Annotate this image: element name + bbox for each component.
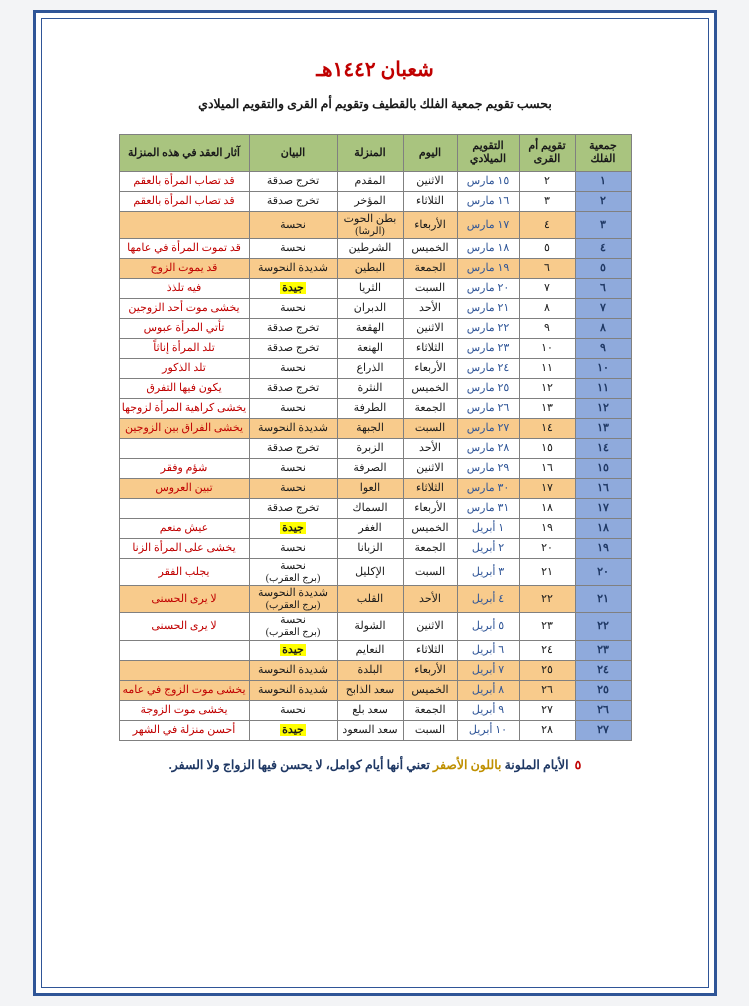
cell-manzila: سعد بلع bbox=[337, 700, 403, 720]
cell-umm-alqura: ٢٥ bbox=[519, 660, 575, 680]
cell-bayan: جيدة bbox=[249, 640, 337, 660]
cell-fajr: ٣ bbox=[575, 212, 631, 239]
table-row bbox=[119, 439, 631, 459]
cell-day: الاثنين bbox=[403, 613, 457, 640]
footnote-text-1: الأيام الملونة bbox=[501, 757, 569, 772]
cell-effects: شؤم وفقر bbox=[119, 459, 249, 479]
cell-bayan: نحسة (برج العقرب) bbox=[249, 559, 337, 586]
cell-bayan: جيدة bbox=[249, 720, 337, 740]
cell-manzila: البلدة bbox=[337, 660, 403, 680]
cell-fajr: ٢٤ bbox=[575, 660, 631, 680]
table-row bbox=[119, 192, 631, 212]
cell-effects: تبين العروس bbox=[119, 479, 249, 499]
cell-bayan: نحسة bbox=[249, 459, 337, 479]
cell-effects bbox=[119, 660, 249, 680]
cell-umm-alqura: ٥ bbox=[519, 239, 575, 259]
calendar-table bbox=[119, 134, 632, 741]
cell-gregorian: ٥ أبريل bbox=[457, 613, 519, 640]
cell-umm-alqura: ١٠ bbox=[519, 339, 575, 359]
cell-gregorian: ٨ أبريل bbox=[457, 680, 519, 700]
table-row bbox=[119, 660, 631, 680]
cell-bayan: تخرج صدقة bbox=[249, 192, 337, 212]
cell-manzila: سعد الذابح bbox=[337, 680, 403, 700]
table-row bbox=[119, 279, 631, 299]
cell-bayan: نحسة bbox=[249, 700, 337, 720]
cell-gregorian: ٤ أبريل bbox=[457, 586, 519, 613]
cell-manzila: الدبران bbox=[337, 299, 403, 319]
table-row bbox=[119, 479, 631, 499]
cell-effects: يخشى موت الزوجة bbox=[119, 700, 249, 720]
cell-effects: قد تصاب المرأة بالعقم bbox=[119, 192, 249, 212]
cell-fajr: ٤ bbox=[575, 239, 631, 259]
cell-gregorian: ٢٦ مارس bbox=[457, 399, 519, 419]
cell-manzila: الشولة bbox=[337, 613, 403, 640]
cell-day: السبت bbox=[403, 720, 457, 740]
cell-day: الخميس bbox=[403, 239, 457, 259]
cell-day: الأربعاء bbox=[403, 212, 457, 239]
cell-fajr: ١١ bbox=[575, 379, 631, 399]
cell-umm-alqura: ٢٤ bbox=[519, 640, 575, 660]
cell-umm-alqura: ٦ bbox=[519, 259, 575, 279]
table-row bbox=[119, 399, 631, 419]
cell-day: الجمعة bbox=[403, 700, 457, 720]
cell-gregorian: ١ أبريل bbox=[457, 519, 519, 539]
cell-gregorian: ٦ أبريل bbox=[457, 640, 519, 660]
cell-gregorian: ٢٣ مارس bbox=[457, 339, 519, 359]
table-body bbox=[119, 172, 631, 741]
cell-fajr: ٢٠ bbox=[575, 559, 631, 586]
cell-gregorian: ٢٠ مارس bbox=[457, 279, 519, 299]
footnote bbox=[42, 757, 708, 773]
cell-effects: عيش منعم bbox=[119, 519, 249, 539]
cell-fajr: ٢ bbox=[575, 192, 631, 212]
cell-umm-alqura: ٢١ bbox=[519, 559, 575, 586]
cell-gregorian: ٢٩ مارس bbox=[457, 459, 519, 479]
page-outer-border bbox=[33, 10, 717, 996]
cell-umm-alqura: ١٣ bbox=[519, 399, 575, 419]
cell-gregorian: ٢٤ مارس bbox=[457, 359, 519, 379]
cell-day: الأحد bbox=[403, 439, 457, 459]
cell-day: الأربعاء bbox=[403, 499, 457, 519]
cell-umm-alqura: ٢٠ bbox=[519, 539, 575, 559]
header-fajr-society: جمعية الفلك bbox=[575, 135, 631, 172]
table-row bbox=[119, 559, 631, 586]
cell-day: الأربعاء bbox=[403, 660, 457, 680]
cell-effects: تلد الذكور bbox=[119, 359, 249, 379]
cell-effects: لا يرى الحسنى bbox=[119, 586, 249, 613]
table-row bbox=[119, 239, 631, 259]
cell-umm-alqura: ١٢ bbox=[519, 379, 575, 399]
cell-gregorian: ٣١ مارس bbox=[457, 499, 519, 519]
table-header-row bbox=[119, 135, 631, 172]
cell-effects: لا يرى الحسنى bbox=[119, 613, 249, 640]
cell-umm-alqura: ١٦ bbox=[519, 459, 575, 479]
cell-fajr: ٧ bbox=[575, 299, 631, 319]
table-row bbox=[119, 379, 631, 399]
cell-effects: يخشى موت أحد الزوجين bbox=[119, 299, 249, 319]
cell-fajr: ١٣ bbox=[575, 419, 631, 439]
cell-effects: تلد المرأة إناثاً bbox=[119, 339, 249, 359]
cell-day: الجمعة bbox=[403, 399, 457, 419]
cell-fajr: ٢١ bbox=[575, 586, 631, 613]
table-row bbox=[119, 700, 631, 720]
cell-effects: قد تموت المرأة في عامها bbox=[119, 239, 249, 259]
cell-manzila: الزبرة bbox=[337, 439, 403, 459]
cell-gregorian: ١٧ مارس bbox=[457, 212, 519, 239]
cell-umm-alqura: ٨ bbox=[519, 299, 575, 319]
cell-fajr: ٢٢ bbox=[575, 613, 631, 640]
cell-day: الاثنين bbox=[403, 319, 457, 339]
cell-umm-alqura: ٣ bbox=[519, 192, 575, 212]
table-row bbox=[119, 419, 631, 439]
cell-gregorian: ١٠ أبريل bbox=[457, 720, 519, 740]
cell-gregorian: ٢٨ مارس bbox=[457, 439, 519, 459]
cell-day: السبت bbox=[403, 559, 457, 586]
cell-gregorian: ٩ أبريل bbox=[457, 700, 519, 720]
cell-fajr: ٢٧ bbox=[575, 720, 631, 740]
header-manzila: المنزلة bbox=[337, 135, 403, 172]
cell-gregorian: ٧ أبريل bbox=[457, 660, 519, 680]
cell-gregorian: ١٩ مارس bbox=[457, 259, 519, 279]
cell-effects bbox=[119, 212, 249, 239]
cell-umm-alqura: ٢٨ bbox=[519, 720, 575, 740]
table-row bbox=[119, 339, 631, 359]
cell-day: الثلاثاء bbox=[403, 479, 457, 499]
cell-umm-alqura: ٩ bbox=[519, 319, 575, 339]
table-row bbox=[119, 539, 631, 559]
cell-gregorian: ١٨ مارس bbox=[457, 239, 519, 259]
cell-fajr: ١ bbox=[575, 172, 631, 192]
cell-bayan: تخرج صدقة bbox=[249, 172, 337, 192]
cell-manzila: العوا bbox=[337, 479, 403, 499]
cell-fajr: ١٩ bbox=[575, 539, 631, 559]
cell-day: الاثنين bbox=[403, 459, 457, 479]
table-row bbox=[119, 359, 631, 379]
cell-bayan: تخرج صدقة bbox=[249, 339, 337, 359]
cell-manzila: البطين bbox=[337, 259, 403, 279]
cell-effects: يخشى كراهية المرأة لزوجها bbox=[119, 399, 249, 419]
cell-bayan: نحسة bbox=[249, 399, 337, 419]
cell-bayan: تخرج صدقة bbox=[249, 379, 337, 399]
cell-day: الثلاثاء bbox=[403, 640, 457, 660]
cell-umm-alqura: ١١ bbox=[519, 359, 575, 379]
cell-gregorian: ٣ أبريل bbox=[457, 559, 519, 586]
cell-bayan: نحسة (برج العقرب) bbox=[249, 613, 337, 640]
cell-day: الخميس bbox=[403, 519, 457, 539]
cell-day: الثلاثاء bbox=[403, 192, 457, 212]
cell-effects: يكون فيها التفرق bbox=[119, 379, 249, 399]
cell-manzila: الجبهة bbox=[337, 419, 403, 439]
cell-fajr: ٩ bbox=[575, 339, 631, 359]
header-effects: آثار العقد في هذه المنزلة bbox=[119, 135, 249, 172]
cell-bayan: شديدة النحوسة (برج العقرب) bbox=[249, 586, 337, 613]
cell-umm-alqura: ٢٧ bbox=[519, 700, 575, 720]
cell-fajr: ٢٣ bbox=[575, 640, 631, 660]
cell-bayan: نحسة bbox=[249, 479, 337, 499]
cell-gregorian: ١٦ مارس bbox=[457, 192, 519, 212]
footnote-bullet: ٥ bbox=[574, 757, 582, 772]
cell-day: السبت bbox=[403, 279, 457, 299]
cell-effects: أحسن منزلة في الشهر bbox=[119, 720, 249, 740]
cell-manzila: الغفر bbox=[337, 519, 403, 539]
cell-effects: فيه تلذذ bbox=[119, 279, 249, 299]
table-row bbox=[119, 586, 631, 613]
cell-manzila: الثريا bbox=[337, 279, 403, 299]
cell-umm-alqura: ١٩ bbox=[519, 519, 575, 539]
cell-fajr: ١٦ bbox=[575, 479, 631, 499]
cell-manzila: الذراع bbox=[337, 359, 403, 379]
table-row bbox=[119, 519, 631, 539]
cell-day: الثلاثاء bbox=[403, 339, 457, 359]
page-title: شعبان ١٤٤٢هـ bbox=[316, 59, 434, 81]
cell-umm-alqura: ٢٢ bbox=[519, 586, 575, 613]
cell-fajr: ١٠ bbox=[575, 359, 631, 379]
cell-bayan: شديدة النحوسة bbox=[249, 660, 337, 680]
cell-bayan: نحسة bbox=[249, 299, 337, 319]
page-inner-border bbox=[41, 18, 709, 988]
cell-bayan: جيدة bbox=[249, 279, 337, 299]
table-row bbox=[119, 613, 631, 640]
cell-manzila: المقدم bbox=[337, 172, 403, 192]
cell-fajr: ٢٥ bbox=[575, 680, 631, 700]
cell-umm-alqura: ١٧ bbox=[519, 479, 575, 499]
cell-effects: يخشى الفراق بين الزوجين bbox=[119, 419, 249, 439]
cell-fajr: ٢٦ bbox=[575, 700, 631, 720]
cell-gregorian: ٢ أبريل bbox=[457, 539, 519, 559]
cell-manzila: بطن الحوت (الرشا) bbox=[337, 212, 403, 239]
header-day: اليوم bbox=[403, 135, 457, 172]
cell-manzila: سعد السعود bbox=[337, 720, 403, 740]
cell-fajr: ٦ bbox=[575, 279, 631, 299]
cell-effects bbox=[119, 640, 249, 660]
cell-effects bbox=[119, 439, 249, 459]
cell-umm-alqura: ٢ bbox=[519, 172, 575, 192]
cell-manzila: السماك bbox=[337, 499, 403, 519]
table-row bbox=[119, 259, 631, 279]
table-row bbox=[119, 319, 631, 339]
cell-gregorian: ١٥ مارس bbox=[457, 172, 519, 192]
cell-manzila: النثرة bbox=[337, 379, 403, 399]
footnote-text-2: تعني أنها أيام كوامل، لا يحسن فيها الزواج ولا السفر. bbox=[168, 757, 434, 772]
cell-manzila: الزبانا bbox=[337, 539, 403, 559]
cell-manzila: القلب bbox=[337, 586, 403, 613]
table-row bbox=[119, 680, 631, 700]
cell-manzila: الشرطين bbox=[337, 239, 403, 259]
cell-day: الأحد bbox=[403, 586, 457, 613]
cell-effects: يجلب الفقر bbox=[119, 559, 249, 586]
cell-bayan: تخرج صدقة bbox=[249, 439, 337, 459]
cell-day: الجمعة bbox=[403, 539, 457, 559]
cell-manzila: الإكليل bbox=[337, 559, 403, 586]
cell-gregorian: ٢١ مارس bbox=[457, 299, 519, 319]
cell-umm-alqura: ١٥ bbox=[519, 439, 575, 459]
cell-bayan: نحسة bbox=[249, 212, 337, 239]
cell-bayan: نحسة bbox=[249, 539, 337, 559]
table-row bbox=[119, 172, 631, 192]
cell-effects: قد تصاب المرأة بالعقم bbox=[119, 172, 249, 192]
cell-day: الاثنين bbox=[403, 172, 457, 192]
header-bayan: البيان bbox=[249, 135, 337, 172]
table-row bbox=[119, 640, 631, 660]
cell-manzila: الهقعة bbox=[337, 319, 403, 339]
cell-manzila: المؤخر bbox=[337, 192, 403, 212]
cell-effects: يخشى على المرأة الزنا bbox=[119, 539, 249, 559]
cell-umm-alqura: ٢٣ bbox=[519, 613, 575, 640]
cell-bayan: تخرج صدقة bbox=[249, 319, 337, 339]
cell-bayan: جيدة bbox=[249, 519, 337, 539]
header-umm-alqura: تقويم أم القرى bbox=[519, 135, 575, 172]
cell-day: الخميس bbox=[403, 680, 457, 700]
cell-fajr: ٨ bbox=[575, 319, 631, 339]
cell-umm-alqura: ٤ bbox=[519, 212, 575, 239]
cell-bayan: شديدة النحوسة bbox=[249, 680, 337, 700]
cell-manzila: النعايم bbox=[337, 640, 403, 660]
cell-day: السبت bbox=[403, 419, 457, 439]
cell-manzila: الهنعة bbox=[337, 339, 403, 359]
cell-bayan: شديدة النحوسة bbox=[249, 419, 337, 439]
cell-gregorian: ٢٥ مارس bbox=[457, 379, 519, 399]
cell-umm-alqura: ١٨ bbox=[519, 499, 575, 519]
cell-umm-alqura: ٧ bbox=[519, 279, 575, 299]
cell-bayan: تخرج صدقة bbox=[249, 499, 337, 519]
cell-fajr: ١٧ bbox=[575, 499, 631, 519]
calendar-table-container bbox=[42, 134, 708, 741]
footnote-highlight: باللون الأصفر bbox=[433, 757, 502, 772]
cell-effects: تأتي المرأة عبوس bbox=[119, 319, 249, 339]
cell-fajr: ١٥ bbox=[575, 459, 631, 479]
cell-bayan: نحسة bbox=[249, 239, 337, 259]
cell-day: الأربعاء bbox=[403, 359, 457, 379]
table-row bbox=[119, 459, 631, 479]
cell-day: الجمعة bbox=[403, 259, 457, 279]
cell-fajr: ١٢ bbox=[575, 399, 631, 419]
cell-umm-alqura: ١٤ bbox=[519, 419, 575, 439]
cell-gregorian: ٣٠ مارس bbox=[457, 479, 519, 499]
cell-fajr: ٥ bbox=[575, 259, 631, 279]
cell-effects bbox=[119, 499, 249, 519]
cell-manzila: الطرفة bbox=[337, 399, 403, 419]
table-row bbox=[119, 299, 631, 319]
table-row bbox=[119, 720, 631, 740]
cell-day: الأحد bbox=[403, 299, 457, 319]
cell-manzila: الصرفة bbox=[337, 459, 403, 479]
cell-effects: قد يموت الزوج bbox=[119, 259, 249, 279]
cell-day: الخميس bbox=[403, 379, 457, 399]
table-row bbox=[119, 212, 631, 239]
cell-gregorian: ٢٢ مارس bbox=[457, 319, 519, 339]
table-row bbox=[119, 499, 631, 519]
cell-umm-alqura: ٢٦ bbox=[519, 680, 575, 700]
cell-bayan: نحسة bbox=[249, 359, 337, 379]
cell-bayan: شديدة النحوسة bbox=[249, 259, 337, 279]
cell-gregorian: ٢٧ مارس bbox=[457, 419, 519, 439]
cell-fajr: ١٨ bbox=[575, 519, 631, 539]
cell-fajr: ١٤ bbox=[575, 439, 631, 459]
cell-effects: يخشى موت الزوج في عامه bbox=[119, 680, 249, 700]
page-subtitle: بحسب تقويم جمعية الفلك بالقطيف وتقويم أم القرى والتقويم الميلادي bbox=[198, 97, 552, 111]
header-gregorian: التقويم الميلادي bbox=[457, 135, 519, 172]
